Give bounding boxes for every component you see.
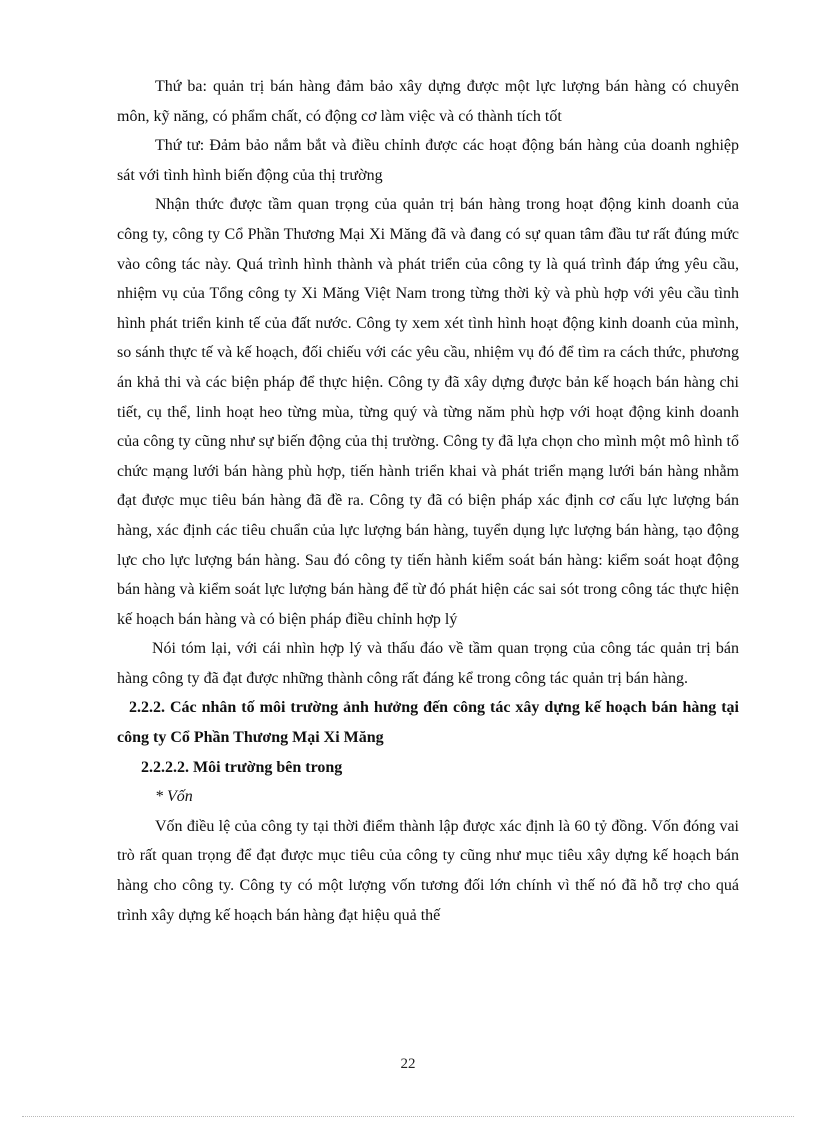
section-heading: 2.2.2. Các nhân tố môi trường ảnh hưởng đến công tác xây dựng kế hoạch bán hàng tại công ty Cổ Phần Thương Mại Xi Măng xyxy=(117,699,739,747)
paragraph-thu-tu: Thứ tư: Đảm bảo nắm bắt và điều chỉnh được các hoạt động bán hàng của doanh nghiệp sát với tình hình biến động của thị trường xyxy=(117,137,739,184)
paragraph-thu-ba: Thứ ba: quản trị bán hàng đảm bảo xây dựng được một lực lượng bán hàng có chuyên môn, kỹ năng, có phẩm chất, có động cơ làm việc và có thành tích tốt xyxy=(117,78,739,125)
paragraph-noi-tom-lai: Nói tóm lại, với cái nhìn hợp lý và thấu đáo về tầm quan trọng của công tác quản trị bán hàng công ty đã đạt được những thành công rất đáng kể trong công tác quản trị bán hàng. xyxy=(117,640,739,687)
topic-heading-von: * Vốn xyxy=(155,788,193,806)
paragraph-nhan-thuc: Nhận thức được tầm quan trọng của quản trị bán hàng trong hoạt động kinh doanh của công ty, công ty Cổ Phần Thương Mại Xi Măng đã và đang có sự quan tâm đầu tư rất đúng mức vào công tác này. Quá trình hình thành và phát triển của công ty là quá trình đáp ứng yêu cầu, nhiệm vụ của Tổng công ty Xi Măng Việt Nam trong từng thời kỳ và phù hợp với yêu cầu tình hình phát triển kinh tế của đất nước. Công ty xem xét tình hình hoạt động kinh doanh của mình, so sánh thực tế và kế hoạch, đối chiếu với các yêu cầu, nhiệm vụ đó để tìm ra cách thức, phương án khả thi và các biện pháp để thực hiện. Công ty đã xây dựng được bản kế hoạch bán hàng chi tiết, cụ thể, linh hoạt heo từng mùa, từng quý và từng năm phù hợp với hoạt động kinh doanh của công ty cũng như sự biến động của thị trường. Công ty đã lựa chọn cho mình một mô hình tổ chức mạng lưới bán hàng phù hợp, tiến hành triển khai và phát triển mạng lưới bán hàng nhằm đạt được mục tiêu bán hàng đã đề ra. Công ty đã có biện pháp xác định cơ cấu lực lượng bán hàng, xác định các tiêu chuẩn của lực lượng bán hàng, tuyển dụng lực lượng bán hàng, tạo động lực cho lực lượng bán hàng. Sau đó công ty tiến hành kiểm soát bán hàng: kiểm soát hoạt động bán hàng và kiểm soát lực lượng bán hàng để từ đó phát hiện các sai sót trong công tác thực hiện kế hoạch bán hàng và có biện pháp điều chỉnh hợp lý xyxy=(117,196,739,628)
page-number: 22 xyxy=(400,1056,416,1072)
document-body xyxy=(117,72,739,930)
paragraph-von-dieu-le: Vốn điều lệ của công ty tại thời điểm thành lập được xác định là 60 tỷ đồng. Vốn đóng vai trò rất quan trọng để đạt được mục tiêu của công ty cũng như mục tiêu xây dựng kế hoạch bán hàng cho công ty. Công ty có một lượng vốn tương đối lớn chính vì thế nó đã hỗ trợ cho quá trình xây dựng kế hoạch bán hàng đạt hiệu quả thế xyxy=(117,817,739,924)
subsection-heading: 2.2.2.2. Môi trường bên trong xyxy=(141,758,343,776)
page-bottom-border xyxy=(22,1116,794,1117)
